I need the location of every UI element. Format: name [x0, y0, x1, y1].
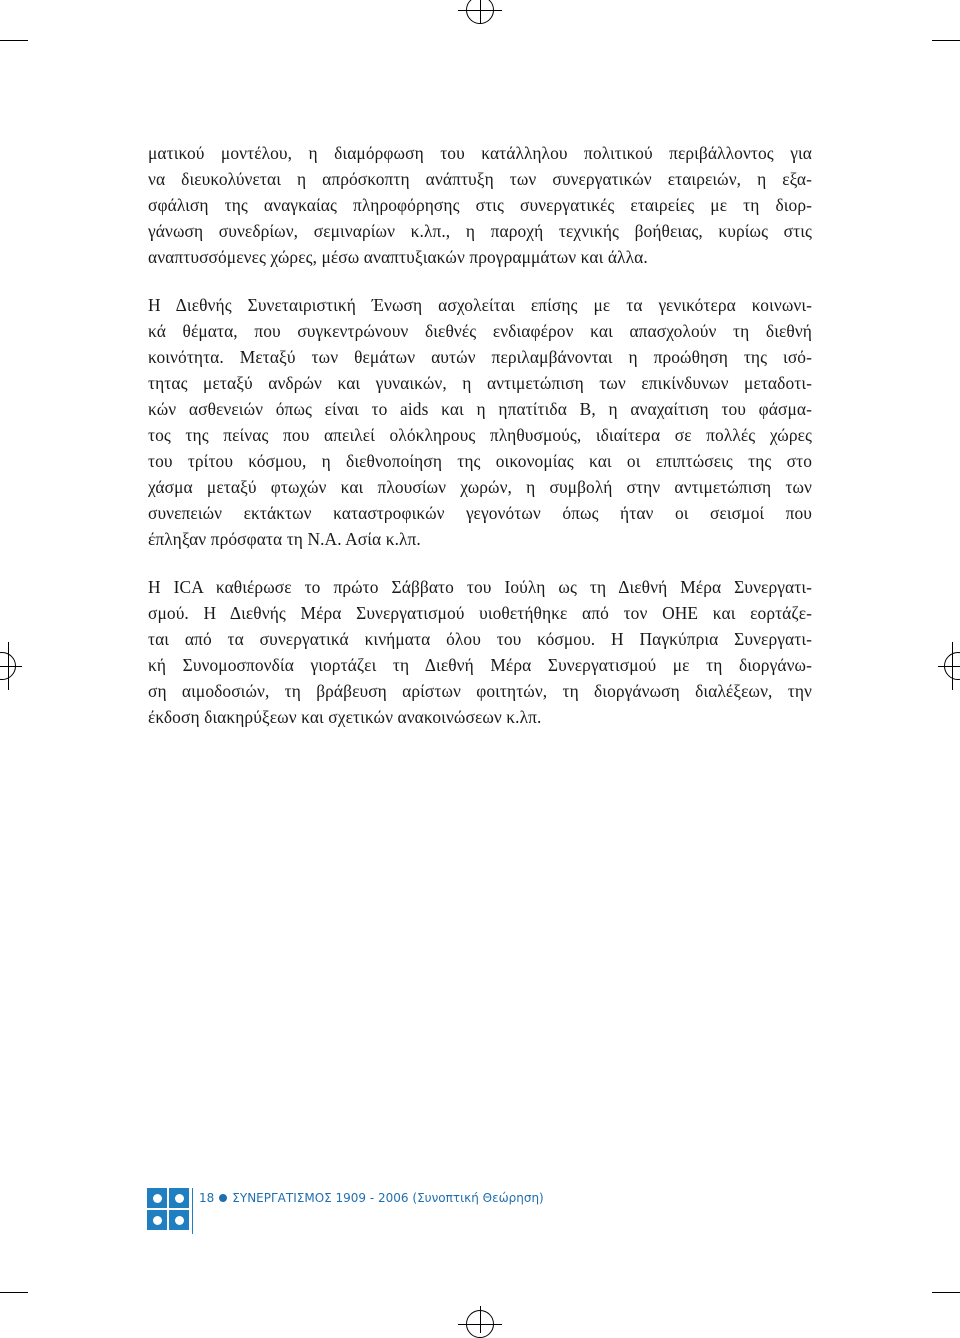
text-line: ται από τα συνεργατικά κινήματα όλου του κόσμου. Η Παγκύπρια Συνεργατι-	[148, 629, 812, 649]
text-line: τος της πείνας που απειλεί ολόκληρους πληθυσμούς, ιδιαίτερα σε πολλές χώρες	[148, 425, 812, 445]
text-line: γάνωση συνεδρίων, σεμιναρίων κ.λπ., η παροχή τεχνικής βοήθειας, κυρίως στις	[148, 221, 812, 241]
text-line: να διευκολύνεται η απρόσκοπτη ανάπτυξη των συνεργατικών εταιρειών, η εξα-	[148, 169, 812, 189]
text-line: κών ασθενειών όπως είναι το aids και η ηπατίτιδα Β, η αναχαίτιση του φάσμα-	[148, 399, 812, 419]
text-line: κή Συνομοσπονδία γιορτάζει τη Διεθνή Μέρα Συνεργατισμού με τη διοργάνω-	[148, 655, 812, 675]
text-line: Η Διεθνής Συνεταιριστική Ένωση ασχολείται επίσης με τα γενικότερα κοινωνι-	[148, 295, 812, 315]
paragraph-2	[148, 292, 812, 552]
text-line: κοινότητα. Μεταξύ των θεμάτων αυτών περιλαμβάνονται η προώθηση της ισό-	[148, 347, 812, 367]
text-line: κά θέματα, που συγκεντρώνουν διεθνές ενδιαφέρον και απασχολούν τη διεθνή	[148, 321, 812, 341]
paragraph-1	[148, 140, 812, 270]
running-title: ΣΥΝΕΡΓΑΤΙΣΜΟΣ 1909 - 2006 (Συνοπτική Θεώρηση)	[232, 1191, 544, 1205]
text-line: ση αιμοδοσιών, τη βράβευση αρίστων φοιτητών, τη διοργάνωση διαλέξεων, την	[148, 681, 812, 701]
text-line: συνεπειών εκτάκτων καταστροφικών γεγονότων όπως ήταν οι σεισμοί που	[148, 503, 812, 523]
bullet-icon	[219, 1194, 227, 1202]
text-line: του τρίτου κόσμου, η διεθνοποίηση της οικονομίας και οι επιπτώσεις της στο	[148, 451, 812, 471]
page-number: 18	[199, 1191, 215, 1205]
body-text	[148, 140, 812, 752]
text-line: Η ICA καθιέρωσε το πρώτο Σάββατο του Ιούλη ως τη Διεθνή Μέρα Συνεργατι-	[148, 577, 812, 597]
text-line: σφάλιση της αναγκαίας πληροφόρησης στις συνεργατικές εταιρείες με τη διορ-	[148, 195, 812, 215]
text-line: έπληξαν πρόσφατα τη Ν.Α. Ασία κ.λπ.	[148, 529, 421, 549]
text-line: ματικού μοντέλου, η διαμόρφωση του κατάλληλου πολιτικού περιβάλλοντος για	[148, 143, 812, 163]
text-line: έκδοση διακηρύξεων και σχετικών ανακοινώσεων κ.λπ.	[148, 707, 542, 727]
coop-logo-icon	[147, 1188, 189, 1230]
text-line: χάσμα μεταξύ φτωχών και πλουσίων χωρών, η συμβολή στην αντιμετώπιση των	[148, 477, 812, 497]
text-line: αναπτυσσόμενες χώρες, μέσω αναπτυξιακών προγραμμάτων και άλλα.	[148, 247, 648, 267]
text-line: τητας μεταξύ ανδρών και γυναικών, η αντιμετώπιση των επικίνδυνων μεταδοτι-	[148, 373, 812, 393]
paragraph-3	[148, 574, 812, 730]
footer-running-head	[199, 1191, 544, 1205]
page-footer	[147, 1188, 544, 1234]
text-line: σμού. Η Διεθνής Μέρα Συνεργατισμού υιοθετήθηκε από τον ΟΗΕ και εορτάζε-	[148, 603, 812, 623]
footer-divider	[192, 1188, 193, 1234]
